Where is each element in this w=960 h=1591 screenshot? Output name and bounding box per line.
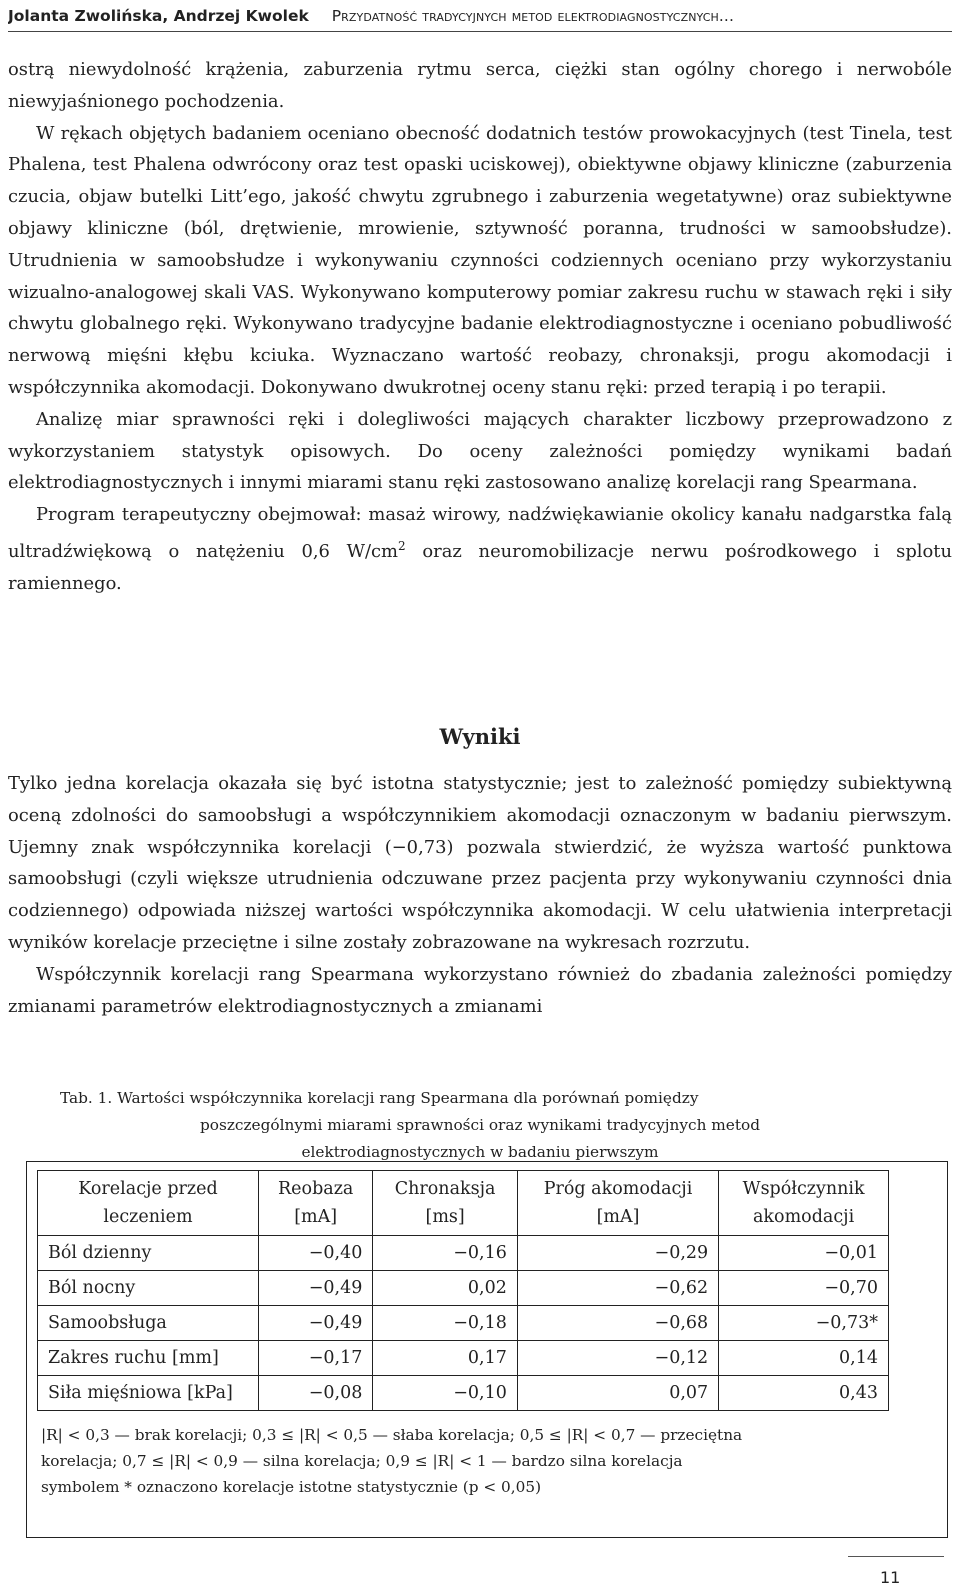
correlation-table bbox=[37, 1170, 889, 1411]
therapy-text-before: Program terapeutyczny obejmował: masaż wirowy, nadźwiękawianie okolicy kanału nadgarstka falą ultradźwiękową o natężeniu 0,6 W/cm bbox=[8, 504, 952, 562]
column-header: Próg akomodacji [mA] bbox=[517, 1171, 718, 1236]
table-cell: −0,62 bbox=[517, 1271, 718, 1306]
table-cell: −0,40 bbox=[259, 1236, 373, 1271]
legend-line-1: |R| < 0,3 — brak korelacji; 0,3 ≤ |R| < 0,5 — słaba korelacja; 0,5 ≤ |R| < 0,7 — przeciętna bbox=[41, 1426, 743, 1444]
row-label: Siła mięśniowa [kPa] bbox=[38, 1376, 259, 1411]
table-cell: 0,02 bbox=[373, 1271, 517, 1306]
table-cell: 0,07 bbox=[517, 1376, 718, 1411]
paragraph-results-2: Współczynnik korelacji rang Spearmana wykorzystano również do zbadania zależności pomiędzy zmianami parametrów elektrodiagnostycznych a zmianami bbox=[8, 963, 952, 1017]
table-cell: −0,49 bbox=[259, 1306, 373, 1341]
column-header: Chronaksja [ms] bbox=[373, 1171, 517, 1236]
table-cell: −0,12 bbox=[517, 1341, 718, 1376]
table-caption bbox=[60, 1085, 900, 1166]
header-authors: Jolanta Zwolińska, Andrzej Kwolek bbox=[8, 7, 309, 25]
paragraph-examination: W rękach objętych badaniem oceniano obecność dodatnich testów prowokacyjnych (test Tinela, test Phalena, test Phalena odwrócony oraz test opaski uciskowej), obiektywne objawy kliniczne (zaburzenia czucia, objaw butelki Litt’ego, jakość chwytu zgrubnego i zaburzenia wegetatywne) oraz subiektywne objawy kliniczne (ból, drętwienie, mrowienie, sztywność poranna, trudności w samoobsłudze). Utrudnienia w samoobsłudze i wykonywaniu czynności codziennych oceniano przy wykorzystaniu wizualno-analogowej skali VAS. Wykonywano komputerowy pomiar zakresu ruchu w stawach ręki i siły chwytu globalnego ręki. Wykonywano tradycyjne badanie elektrodiagnostyczne i oceniano pobudliwość nerwową mięśni kłębu kciuka. Wyznaczano wartość reobazy, chronaksji, progu akomodacji i współczynnika akomodacji. Dokonywano dwukrotnej oceny stanu ręki: przed terapią i po terapii. bbox=[8, 122, 952, 398]
footer-rule bbox=[848, 1556, 944, 1557]
column-header: Współczynnik akomodacji bbox=[719, 1171, 889, 1236]
table-cell: −0,17 bbox=[259, 1341, 373, 1376]
table-row bbox=[38, 1236, 889, 1271]
table-cell: −0,70 bbox=[719, 1271, 889, 1306]
header-title: Przydatność tradycyjnych metod elektrodiagnostycznych... bbox=[331, 7, 734, 25]
table-header-row bbox=[38, 1171, 889, 1236]
table-row bbox=[38, 1376, 889, 1411]
table-cell: −0,18 bbox=[373, 1306, 517, 1341]
caption-line-3: elektrodiagnostycznych w badaniu pierwszym bbox=[301, 1143, 659, 1161]
table-cell: −0,01 bbox=[719, 1236, 889, 1271]
table-row bbox=[38, 1271, 889, 1306]
table-cell: 0,14 bbox=[719, 1341, 889, 1376]
row-label: Zakres ruchu [mm] bbox=[38, 1341, 259, 1376]
page-number: 11 bbox=[880, 1568, 901, 1587]
caption-line-2: poszczególnymi miarami sprawności oraz wynikami tradycyjnych metod bbox=[200, 1116, 760, 1134]
table-cell: −0,10 bbox=[373, 1376, 517, 1411]
results-text bbox=[8, 768, 952, 1022]
paragraph-contraindications: ostrą niewydolność krążenia, zaburzenia rytmu serca, ciężki stan ogólny chorego i nerwobóle niewyjaśnionego pochodzenia. bbox=[8, 59, 952, 112]
table-cell: −0,29 bbox=[517, 1236, 718, 1271]
column-header: Reobaza [mA] bbox=[259, 1171, 373, 1236]
table-legend bbox=[41, 1422, 921, 1500]
paragraph-statistics: Analizę miar sprawności ręki i dolegliwości mających charakter liczbowy przeprowadzono z wykorzystaniem statystyk opisowych. Do oceny zależności pomiędzy wynikami badań elektrodiagnostycznych i innymi miarami stanu ręki zastosowano analizę korelacji rang Spearmana. bbox=[8, 408, 952, 494]
table-cell: −0,16 bbox=[373, 1236, 517, 1271]
therapy-text-after: oraz neuromobilizacje nerwu pośrodkowego i splotu ramiennego. bbox=[8, 540, 952, 594]
table-row bbox=[38, 1306, 889, 1341]
running-header bbox=[8, 2, 944, 30]
legend-line-3: symbolem * oznaczono korelacje istotne statystycznie (p < 0,05) bbox=[41, 1478, 542, 1496]
paragraph-results-1: Tylko jedna korelacja okazała się być istotna statystycznie; jest to zależność pomiędzy subiektywną oceną zdolności do samoobsługi a współczynnikiem akomodacji oznaczonym w badaniu pierwszym. Ujemny znak współczynnika korelacji (−0,73) pozwala stwierdzić, że wyższa wartość punktowa samoobsługi (czyli większe utrudnienia odczuwane przez pacjenta przy wykonywaniu czynności dnia codziennego) odpowiada niższej wartości współczynnika akomodacji. W celu ułatwienia interpretacji wyników korelacje przeciętne i silne zostały zobrazowane na wykresach rozrzutu. bbox=[8, 773, 952, 953]
row-label: Ból nocny bbox=[38, 1271, 259, 1306]
legend-line-2: korelacja; 0,7 ≤ |R| < 0,9 — silna korelacja; 0,9 ≤ |R| < 1 — bardzo silna korelacja bbox=[41, 1452, 683, 1470]
table-row bbox=[38, 1341, 889, 1376]
table-cell: −0,73* bbox=[719, 1306, 889, 1341]
row-label: Ból dzienny bbox=[38, 1236, 259, 1271]
caption-line-1: Tab. 1. Wartości współczynnika korelacji rang Spearmana dla porównań pomiędzy bbox=[60, 1089, 699, 1107]
row-label: Samoobsługa bbox=[38, 1306, 259, 1341]
header-rule bbox=[8, 31, 952, 32]
table-cell: −0,68 bbox=[517, 1306, 718, 1341]
table-cell: −0,08 bbox=[259, 1376, 373, 1411]
table-frame bbox=[26, 1161, 948, 1538]
table-cell: −0,49 bbox=[259, 1271, 373, 1306]
paragraph-therapy bbox=[8, 499, 952, 599]
therapy-superscript: 2 bbox=[398, 538, 406, 553]
section-title-results: Wyniki bbox=[439, 724, 521, 749]
table-cell: 0,43 bbox=[719, 1376, 889, 1411]
table-cell: 0,17 bbox=[373, 1341, 517, 1376]
column-header: Korelacje przed leczeniem bbox=[38, 1171, 259, 1236]
methods-text bbox=[8, 54, 952, 600]
